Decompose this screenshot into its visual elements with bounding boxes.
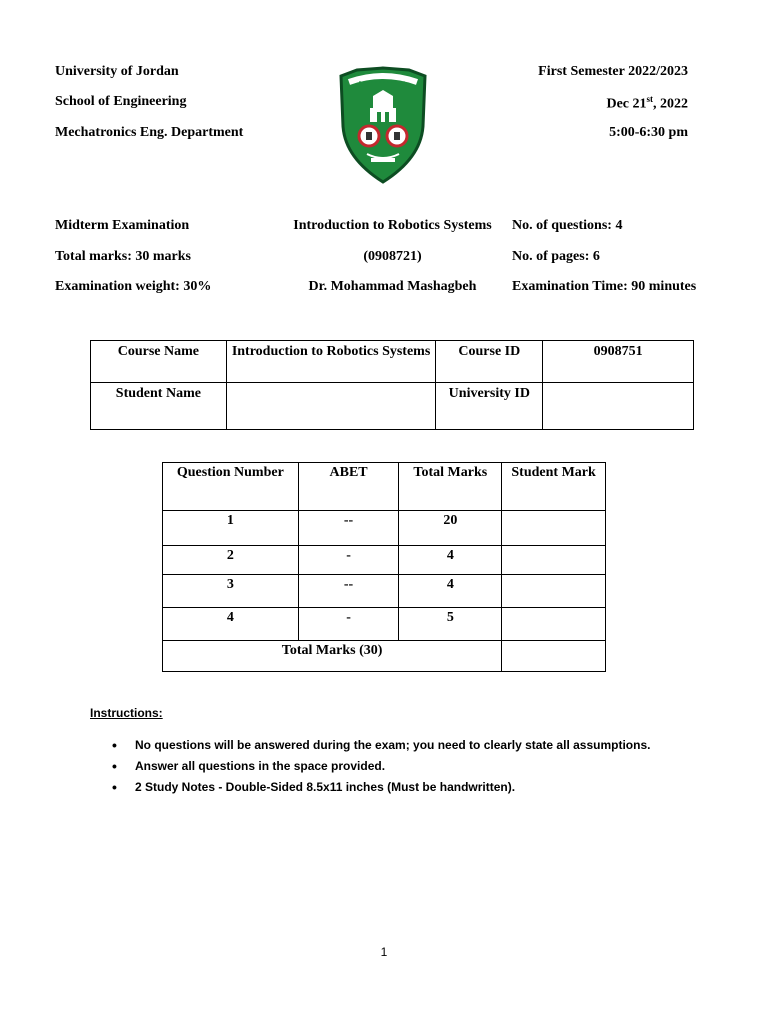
student-mark-field[interactable]: [502, 608, 606, 641]
header-abet: ABET: [298, 463, 399, 511]
school-name: School of Engineering: [55, 94, 187, 109]
university-name: University of Jordan: [55, 64, 179, 79]
student-mark-field[interactable]: [502, 511, 606, 546]
university-id-field[interactable]: [543, 383, 694, 430]
question-number: 4: [163, 608, 299, 641]
department-name: Mechatronics Eng. Department: [55, 125, 244, 140]
exam-weight: Examination weight: 30%: [55, 279, 212, 294]
total-marks-label: Total Marks (30): [163, 641, 502, 672]
student-mark-field[interactable]: [502, 575, 606, 608]
course-title: Introduction to Robotics Systems: [293, 218, 492, 233]
marks-header-row: [163, 463, 606, 511]
table-row: [163, 546, 606, 575]
header-question-number: Question Number: [163, 463, 299, 511]
total-marks-value: 4: [399, 546, 502, 575]
course-code: (0908721): [363, 249, 422, 264]
instruction-item: • 2 Study Notes - Double-Sided 8.5x11 inches (Must be handwritten).: [112, 779, 650, 800]
question-number: 3: [163, 575, 299, 608]
num-questions: No. of questions: 4: [512, 218, 623, 233]
header-total-marks: Total Marks: [399, 463, 502, 511]
question-number: 2: [163, 546, 299, 575]
table-row: [163, 511, 606, 546]
table-row: [163, 575, 606, 608]
exam-type: Midterm Examination: [55, 218, 190, 233]
instruction-item: • Answer all questions in the space provided.: [112, 758, 650, 779]
abet-value: --: [298, 575, 399, 608]
student-name-label: Student Name: [91, 383, 227, 430]
abet-value: -: [298, 608, 399, 641]
total-marks-value: 5: [399, 608, 502, 641]
course-name-value: Introduction to Robotics Systems: [226, 341, 436, 383]
total-student-mark-field[interactable]: [502, 641, 606, 672]
abet-value: --: [298, 511, 399, 546]
table-row: [163, 608, 606, 641]
semester: First Semester 2022/2023: [538, 64, 688, 79]
abet-value: -: [298, 546, 399, 575]
total-marks-value: 4: [399, 575, 502, 608]
instruction-item: • No questions will be answered during the exam; you need to clearly state all assumptions.: [112, 737, 650, 758]
exam-date: Dec 21st, 2022: [606, 94, 688, 112]
course-id-value: 0908751: [543, 341, 694, 383]
course-info-table: [90, 340, 694, 430]
course-name-label: Course Name: [91, 341, 227, 383]
page-number: 1: [380, 945, 388, 959]
num-pages: No. of pages: 6: [512, 249, 600, 264]
marks-table: [162, 462, 606, 672]
student-mark-field[interactable]: [502, 546, 606, 575]
total-marks-info: Total marks: 30 marks: [55, 249, 191, 264]
question-number: 1: [163, 511, 299, 546]
header-student-mark: Student Mark: [502, 463, 606, 511]
total-row: [163, 641, 606, 672]
student-name-field[interactable]: [226, 383, 436, 430]
university-logo-icon: [337, 66, 429, 184]
instructions-list: [112, 737, 650, 800]
instructor-name: Dr. Mohammad Mashagbeh: [308, 279, 477, 294]
exam-duration: Examination Time: 90 minutes: [512, 279, 697, 294]
instructions-title: Instructions:: [90, 706, 163, 720]
exam-time-range: 5:00-6:30 pm: [609, 125, 688, 140]
university-id-label: University ID: [436, 383, 543, 430]
total-marks-value: 20: [399, 511, 502, 546]
course-id-label: Course ID: [436, 341, 543, 383]
